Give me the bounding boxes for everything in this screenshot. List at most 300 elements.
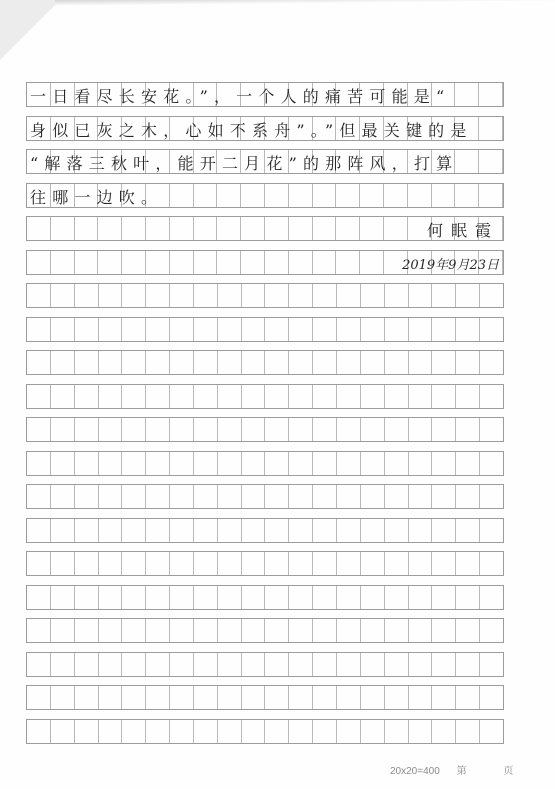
grid-cell xyxy=(313,452,337,475)
grid-cell xyxy=(384,117,408,140)
essay-date: 2019年9月23日 xyxy=(402,257,499,273)
grid-cell xyxy=(480,720,503,743)
grid-cell xyxy=(122,351,146,374)
grid-cell xyxy=(27,653,51,676)
essay-line-4: 往哪一边吹。 xyxy=(30,187,164,207)
grid-cell xyxy=(146,619,170,642)
grid-cell xyxy=(456,552,480,575)
grid-cell xyxy=(170,117,194,140)
grid-row xyxy=(26,585,504,610)
grid-cell xyxy=(479,184,503,207)
grid-cell xyxy=(265,552,289,575)
grid-cell xyxy=(409,653,433,676)
grid-cell xyxy=(361,619,385,642)
grid-cell xyxy=(146,519,170,542)
grid-cell xyxy=(27,351,51,374)
grid-cell xyxy=(361,519,385,542)
grid-cell xyxy=(432,251,456,274)
grid-cell xyxy=(217,184,241,207)
grid-cell xyxy=(75,452,99,475)
grid-cell xyxy=(313,184,337,207)
grid-cell xyxy=(289,586,313,609)
grid-cell xyxy=(385,485,409,508)
grid-row xyxy=(26,116,504,141)
grid-cell xyxy=(194,318,218,341)
grid-cell xyxy=(170,284,194,307)
grid-cell xyxy=(409,385,433,408)
grid-cell xyxy=(385,619,409,642)
grid-row xyxy=(26,484,504,509)
grid-row xyxy=(26,551,504,576)
grid-cell xyxy=(146,351,170,374)
grid-cell xyxy=(146,485,170,508)
page-suffix-label: 页 xyxy=(503,766,514,777)
grid-cell xyxy=(75,385,99,408)
grid-cell xyxy=(432,385,456,408)
grid-cell xyxy=(146,251,170,274)
grid-cell xyxy=(27,586,51,609)
grid-cell xyxy=(361,720,385,743)
grid-cell xyxy=(146,217,170,240)
grid-cell xyxy=(289,686,313,709)
grid-cell xyxy=(289,485,313,508)
grid-cell xyxy=(456,418,480,441)
grid-cell xyxy=(336,251,360,274)
page-prefix-label: 第 xyxy=(456,766,467,777)
grid-cell xyxy=(75,150,99,173)
grid-cell xyxy=(75,117,99,140)
grid-cell xyxy=(27,485,51,508)
grid-cell xyxy=(432,184,456,207)
grid-cell xyxy=(241,150,265,173)
grid-cell xyxy=(194,720,218,743)
grid-cell xyxy=(170,619,194,642)
grid-cell xyxy=(432,720,456,743)
grid-cell xyxy=(480,686,503,709)
grid-cell xyxy=(408,251,432,274)
grid-cell xyxy=(194,117,218,140)
grid-cell xyxy=(289,552,313,575)
grid-cell xyxy=(218,653,242,676)
grid-cell xyxy=(361,653,385,676)
grid-cell xyxy=(194,150,218,173)
grid-cell xyxy=(336,150,360,173)
grid-cell xyxy=(122,83,146,106)
grid-cell xyxy=(361,552,385,575)
grid-cell xyxy=(98,251,122,274)
grid-cell xyxy=(170,519,194,542)
grid-cell xyxy=(194,351,218,374)
grid-cell xyxy=(480,586,503,609)
grid-cell xyxy=(455,150,479,173)
grid-cell xyxy=(27,217,51,240)
grid-row xyxy=(26,317,504,342)
grid-cell xyxy=(242,720,266,743)
grid-cell xyxy=(385,686,409,709)
grid-cell xyxy=(122,653,146,676)
grid-cell xyxy=(99,619,123,642)
grid-cell xyxy=(170,720,194,743)
essay-line-2: 身似已灰之木，心如不系舟”。”但最关键的是 xyxy=(30,120,473,140)
grid-cell xyxy=(170,485,194,508)
grid-cell xyxy=(122,385,146,408)
grid-cell xyxy=(455,217,479,240)
grid-cell xyxy=(218,686,242,709)
grid-cell xyxy=(337,318,361,341)
grid-cell xyxy=(122,418,146,441)
grid-cell xyxy=(27,686,51,709)
grid-cell xyxy=(99,351,123,374)
grid-row xyxy=(26,518,504,543)
grid-row xyxy=(26,451,504,476)
grid-cell xyxy=(242,418,266,441)
grid-cell xyxy=(27,318,51,341)
grid-cell xyxy=(479,150,503,173)
grid-cell xyxy=(99,452,123,475)
grid-cell xyxy=(242,619,266,642)
grid-cell xyxy=(289,385,313,408)
grid-cell xyxy=(146,552,170,575)
grid-cell xyxy=(75,217,99,240)
grid-cell xyxy=(51,251,75,274)
grid-cell xyxy=(313,251,337,274)
grid-cell xyxy=(170,452,194,475)
grid-cell xyxy=(75,284,99,307)
grid-cell xyxy=(409,519,433,542)
grid-cell xyxy=(146,452,170,475)
grid-cell xyxy=(170,418,194,441)
grid-cell xyxy=(432,217,456,240)
grid-cell xyxy=(313,552,337,575)
grid-cell xyxy=(242,586,266,609)
grid-cell xyxy=(99,552,123,575)
grid-cell xyxy=(456,519,480,542)
grid-cell xyxy=(170,586,194,609)
grid-cell xyxy=(360,251,384,274)
grid-cell xyxy=(313,83,337,106)
grid-cell xyxy=(480,284,503,307)
grid-cell xyxy=(75,251,99,274)
grid-row xyxy=(26,618,504,643)
grid-cell xyxy=(170,318,194,341)
grid-cell xyxy=(313,653,337,676)
grid-cell xyxy=(194,552,218,575)
grid-cell xyxy=(122,686,146,709)
grid-cell xyxy=(384,251,408,274)
grid-cell xyxy=(385,586,409,609)
grid-cell xyxy=(409,720,433,743)
grid-cell xyxy=(409,586,433,609)
grid-cell xyxy=(194,452,218,475)
grid-cell xyxy=(337,351,361,374)
grid-cell xyxy=(432,653,456,676)
grid-cell xyxy=(98,117,122,140)
grid-cell xyxy=(27,284,51,307)
grid-row xyxy=(26,149,504,174)
grid-cell xyxy=(361,586,385,609)
grid-cell xyxy=(456,485,480,508)
grid-cell xyxy=(99,586,123,609)
grid-cell xyxy=(336,184,360,207)
grid-cell xyxy=(122,284,146,307)
grid-cell xyxy=(170,552,194,575)
grid-cell xyxy=(480,619,503,642)
grid-cell xyxy=(75,653,99,676)
grid-cell xyxy=(122,251,146,274)
grid-cell xyxy=(432,418,456,441)
grid-cell xyxy=(217,150,241,173)
grid-cell xyxy=(51,452,75,475)
grid-cell xyxy=(385,418,409,441)
page-footer xyxy=(390,762,513,777)
grid-cell xyxy=(242,284,266,307)
grid-cell xyxy=(194,653,218,676)
grid-cell xyxy=(99,686,123,709)
grid-cell xyxy=(194,385,218,408)
grid-cell xyxy=(170,150,194,173)
grid-cell xyxy=(51,351,75,374)
grid-cell xyxy=(265,318,289,341)
grid-cell xyxy=(409,686,433,709)
grid-cell xyxy=(265,586,289,609)
grid-cell xyxy=(242,485,266,508)
grid-cell xyxy=(409,485,433,508)
grid-cell xyxy=(75,351,99,374)
grid-cell xyxy=(313,351,337,374)
grid-cell xyxy=(336,117,360,140)
grid-cell xyxy=(409,318,433,341)
grid-row xyxy=(26,350,504,375)
grid-cell xyxy=(51,83,75,106)
grid-cell xyxy=(432,284,456,307)
grid-cell xyxy=(75,519,99,542)
grid-cell xyxy=(51,117,75,140)
grid-cell xyxy=(385,653,409,676)
grid-cell xyxy=(99,284,123,307)
grid-cell xyxy=(265,519,289,542)
grid-cell xyxy=(360,184,384,207)
grid-cell xyxy=(241,83,265,106)
grid-cell xyxy=(336,83,360,106)
grid-cell xyxy=(51,485,75,508)
grid-cell xyxy=(289,351,313,374)
grid-cell xyxy=(385,552,409,575)
grid-cell xyxy=(27,452,51,475)
grid-cell xyxy=(361,385,385,408)
grid-cell xyxy=(218,519,242,542)
grid-cell xyxy=(170,686,194,709)
grid-cell xyxy=(51,586,75,609)
grid-cell xyxy=(99,519,123,542)
grid-cell xyxy=(218,452,242,475)
grid-cell xyxy=(409,552,433,575)
grid-cell xyxy=(99,418,123,441)
grid-cell xyxy=(313,385,337,408)
grid-cell xyxy=(217,251,241,274)
grid-cell xyxy=(265,720,289,743)
grid-cell xyxy=(51,619,75,642)
grid-cell xyxy=(146,318,170,341)
grid-cell xyxy=(146,83,170,106)
grid-cell xyxy=(409,284,433,307)
grid-cell xyxy=(27,251,51,274)
grid-cell xyxy=(456,351,480,374)
essay-line-1: 一日看尽长安花。”，一个人的痛苦可能是“ xyxy=(30,87,451,106)
grid-cell xyxy=(456,686,480,709)
grid-cell xyxy=(432,485,456,508)
grid-cell xyxy=(265,117,289,140)
grid-cell xyxy=(289,619,313,642)
grid-cell xyxy=(51,150,75,173)
grid-cell xyxy=(432,686,456,709)
grid-cell xyxy=(432,318,456,341)
grid-cell xyxy=(194,485,218,508)
grid-cell xyxy=(75,184,99,207)
grid-cell xyxy=(385,351,409,374)
grid-cell xyxy=(313,150,337,173)
grid-cell xyxy=(432,150,456,173)
grid-cell xyxy=(242,552,266,575)
grid-cell xyxy=(194,418,218,441)
grid-cell xyxy=(337,586,361,609)
grid-cell xyxy=(456,452,480,475)
grid-cell xyxy=(385,284,409,307)
grid-cell xyxy=(218,284,242,307)
grid-cell xyxy=(51,217,75,240)
grid-cell xyxy=(361,686,385,709)
grid-cell xyxy=(122,318,146,341)
grid-cell xyxy=(361,351,385,374)
grid-row xyxy=(26,417,504,442)
grid-cell xyxy=(122,150,146,173)
grid-cell xyxy=(218,485,242,508)
grid-cell xyxy=(122,586,146,609)
grid-cell xyxy=(27,83,51,106)
grid-cell xyxy=(194,184,218,207)
grid-cell xyxy=(337,452,361,475)
grid-cell xyxy=(456,619,480,642)
grid-cell xyxy=(75,619,99,642)
grid-row xyxy=(26,216,504,241)
grid-cell xyxy=(479,251,503,274)
grid-cell xyxy=(384,184,408,207)
grid-cell xyxy=(194,83,218,106)
grid-cell xyxy=(265,385,289,408)
grid-cell xyxy=(289,452,313,475)
grid-cell xyxy=(289,251,313,274)
grid-cell xyxy=(265,418,289,441)
grid-cell xyxy=(98,184,122,207)
grid-cell xyxy=(265,485,289,508)
grid-cell xyxy=(432,83,456,106)
grid-cell xyxy=(27,552,51,575)
grid-cell xyxy=(289,150,313,173)
grid-cell xyxy=(170,184,194,207)
grid-cell xyxy=(337,686,361,709)
grid-cell xyxy=(146,385,170,408)
grid-cell xyxy=(99,720,123,743)
grid-cell xyxy=(480,653,503,676)
grid-cell xyxy=(242,653,266,676)
grid-cell xyxy=(480,485,503,508)
grid-row xyxy=(26,250,504,275)
grid-cell xyxy=(385,519,409,542)
grid-cell xyxy=(122,117,146,140)
grid-cell xyxy=(384,217,408,240)
grid-cell xyxy=(455,117,479,140)
grid-cell xyxy=(361,452,385,475)
grid-cell xyxy=(289,418,313,441)
grid-cell xyxy=(337,284,361,307)
grid-cell xyxy=(456,385,480,408)
grid-cell xyxy=(241,251,265,274)
grid-cell xyxy=(337,485,361,508)
grid-cell xyxy=(313,686,337,709)
grid-cell xyxy=(194,519,218,542)
grid-cell xyxy=(51,385,75,408)
grid-cell xyxy=(27,184,51,207)
grid-cell xyxy=(408,217,432,240)
author-signature: 何眠霞 xyxy=(426,221,499,240)
grid-cell xyxy=(98,217,122,240)
grid-cell xyxy=(313,519,337,542)
grid-cell xyxy=(432,586,456,609)
grid-cell xyxy=(218,385,242,408)
grid-cell xyxy=(242,686,266,709)
grid-cell xyxy=(122,519,146,542)
grid-cell xyxy=(479,117,503,140)
grid-cell xyxy=(456,653,480,676)
grid-cell xyxy=(51,686,75,709)
grid-cell xyxy=(75,418,99,441)
grid-cell xyxy=(456,284,480,307)
grid-cell xyxy=(336,217,360,240)
grid-cell xyxy=(408,150,432,173)
grid-cell xyxy=(480,552,503,575)
grid-row xyxy=(26,183,504,208)
grid-cell xyxy=(265,619,289,642)
grid-cell xyxy=(218,318,242,341)
grid-cell xyxy=(27,117,51,140)
grid-cell xyxy=(99,318,123,341)
grid-row xyxy=(26,384,504,409)
grid-cell xyxy=(361,284,385,307)
grid-cell xyxy=(313,117,337,140)
grid-cell xyxy=(384,83,408,106)
grid-cell xyxy=(51,653,75,676)
grid-cell xyxy=(456,720,480,743)
grid-cell xyxy=(313,284,337,307)
grid-cell xyxy=(265,351,289,374)
grid-cell xyxy=(313,418,337,441)
grid-cell xyxy=(218,586,242,609)
grid-cell xyxy=(146,720,170,743)
grid-cell xyxy=(432,552,456,575)
grid-cell xyxy=(313,586,337,609)
grid-cell xyxy=(194,251,218,274)
grid-cell xyxy=(408,83,432,106)
grid-cell xyxy=(432,619,456,642)
grid-row xyxy=(26,685,504,710)
grid-cell xyxy=(218,351,242,374)
grid-cell xyxy=(479,83,503,106)
grid-cell xyxy=(217,83,241,106)
grid-cell xyxy=(51,318,75,341)
grid-cell xyxy=(146,284,170,307)
grid-cell xyxy=(289,519,313,542)
grid-cell xyxy=(194,586,218,609)
grid-cell xyxy=(99,653,123,676)
